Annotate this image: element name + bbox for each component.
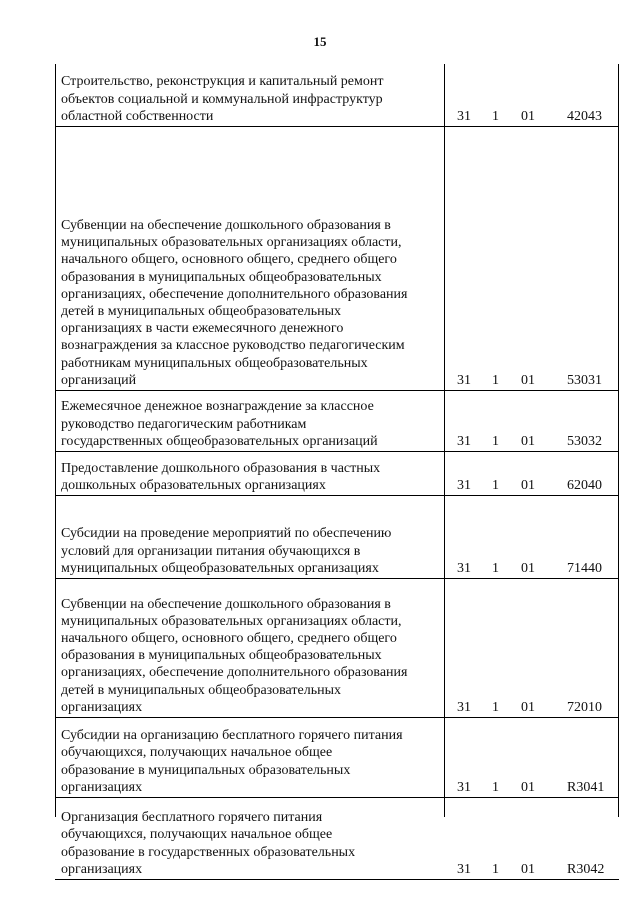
- row-description: Строительство, реконструкция и капитальный ремонт объектов социальной и коммунальной инфраструктур областной собственности: [61, 74, 384, 124]
- table-row: [55, 127, 619, 391]
- code-part-1: 31: [457, 434, 471, 449]
- code-part-3: 01: [521, 373, 535, 388]
- code-part-2: 1: [492, 700, 499, 715]
- code-part-3: 01: [521, 434, 535, 449]
- row-description: Субсидии на проведение мероприятий по обеспечению условий для организации питания обучающихся в муниципальных общеобразовательных организациях: [61, 526, 392, 576]
- code-part-2: 1: [492, 862, 499, 877]
- code-part-1: 31: [457, 373, 471, 388]
- row-description: Субсидии на организацию бесплатного горячего питания обучающихся, получающих начальное общее образование в муниципальных образовательных организациях: [61, 728, 403, 795]
- code-part-1: 31: [457, 478, 471, 493]
- row-divider: [55, 879, 619, 880]
- code-part-3: 01: [521, 478, 535, 493]
- row-description: Предоставление дошкольного образования в частных дошкольных образовательных организациях: [61, 460, 381, 493]
- code-part-1: 31: [457, 700, 471, 715]
- code-part-4: 53032: [567, 434, 602, 449]
- code-part-3: 01: [521, 109, 535, 124]
- code-part-2: 1: [492, 373, 499, 388]
- code-part-2: 1: [492, 478, 499, 493]
- code-part-1: 31: [457, 862, 471, 877]
- code-part-4: R3041: [567, 780, 605, 795]
- code-part-1: 31: [457, 109, 471, 124]
- code-part-4: R3042: [567, 862, 605, 877]
- table-row: [55, 64, 619, 127]
- budget-codes-table: [55, 64, 619, 877]
- code-part-4: 72010: [567, 700, 602, 715]
- code-part-3: 01: [521, 700, 535, 715]
- row-description: Организация бесплатного горячего питания обучающихся, получающих начальное общее образование в государственных образовательных организациях: [61, 810, 356, 877]
- table-row: [55, 496, 619, 579]
- table-row: [55, 579, 619, 718]
- code-part-1: 31: [457, 561, 471, 576]
- row-description: Субвенции на обеспечение дошкольного образования в муниципальных образовательных организациях области, начального общего, основного общего, среднего общего образования в муниципальных общеобразовательных организациях, обеспечение дополнительного образования детей в муниципальных общеобразовательных организациях в части ежемесячного денежного вознаграждения за классное руководство педагогическим работникам муниципальных общеобразовательных организаций: [61, 217, 408, 388]
- code-part-4: 62040: [567, 478, 602, 493]
- code-part-2: 1: [492, 561, 499, 576]
- table-row: [55, 452, 619, 496]
- code-part-3: 01: [521, 561, 535, 576]
- code-part-3: 01: [521, 862, 535, 877]
- code-part-4: 53031: [567, 373, 602, 388]
- code-part-2: 1: [492, 434, 499, 449]
- table-row: [55, 391, 619, 452]
- code-part-2: 1: [492, 109, 499, 124]
- table-row: [55, 798, 619, 880]
- row-description: Ежемесячное денежное вознаграждение за классное руководство педагогическим работникам государственных общеобразовательных организаций: [61, 399, 378, 449]
- row-description: Субвенции на обеспечение дошкольного образования в муниципальных образовательных организациях области, начального общего, основного общего, среднего общего образования в муниципальных общеобразовательных организациях, обеспечение дополнительного образования детей в муниципальных общеобразовательных организациях: [61, 596, 408, 715]
- code-part-4: 42043: [567, 109, 602, 124]
- code-part-1: 31: [457, 780, 471, 795]
- table-row: [55, 718, 619, 798]
- page-number: 15: [313, 34, 327, 49]
- code-part-3: 01: [521, 780, 535, 795]
- code-part-4: 71440: [567, 561, 602, 576]
- code-part-2: 1: [492, 780, 499, 795]
